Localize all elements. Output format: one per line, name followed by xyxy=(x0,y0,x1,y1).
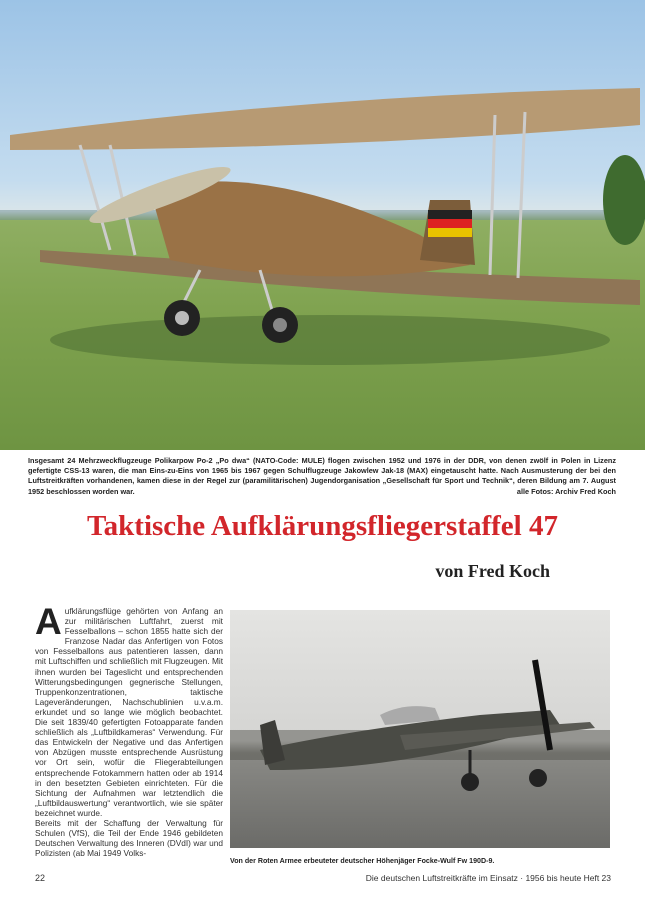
publication-footer: Die deutschen Luftstreitkräfte im Einsatz · 1956 bis heute Heft 23 xyxy=(365,873,611,883)
drop-cap: A xyxy=(35,601,62,642)
paragraph-1-text: ufklärungsflüge gehörten von Anfang an zur militärischen Luftfahrt, zuerst mit Fesselballons – schon 1855 hatte sich der Franzose Nadar das Anfertigen von Fotos von Fesselballons aus patentieren lassen, dann mit Luftschiffen und schließlich mit Flugzeugen. Mit ihnen wurden bei Tageslicht und entsprechenden Witterungsbedingungen gegnerische Stellungen, Truppenkonzentrationen, taktische Lageveränderungen, Nachschublinien u.v.a.m. erkundet und so lange wie möglich beobachtet. Die seit 1839/40 gefertigten Fotoapparate fanden schließlich als „Luftbildkameras“ Verwendung. Für das Entwickeln der Negative und das Anfertigen von Abzügen musste entsprechende Ausrüstung vor Ort sein, wofür die Fliegerabteilungen entsprechende Fotokammern hatten oder ab 1914 in den besetzten Gebieten einrichteten. Für die Sichtung der Aufnahmen war letztendlich die „Luftbildauswertung“ verantwortlich, wie sie später bezeichnet wurde. xyxy=(35,606,223,818)
page-number: 22 xyxy=(35,873,46,883)
caption-text: Insgesamt 24 Mehrzweckflugzeuge Polikarpow Po-2 „Po dwa“ (NATO-Code: MULE) flogen zwischen 1952 und 1976 in der DDR, von denen zwölf in Polen in Lizenz gefertigte CSS-13 waren, die man Eins-zu-Eins von 1965 bis 1967 gegen Schulflugzeuge Jakowlew Jak-18 (MAX) eingetauscht hatte. Nach Ausmusterung der bei den Luftstreitkräften vorhandenen, kamen diese in der Regel zur (paramilitärischen) Jugendorganisation „Gesellschaft für Sport und Technik“, deren Bildung am 7. August 1952 beschlossen worden war. xyxy=(28,456,616,496)
article-byline: von Fred Koch xyxy=(435,561,550,581)
fighter-plane-illustration xyxy=(230,610,610,848)
photo-credit: alle Fotos: Archiv Fred Koch xyxy=(516,486,616,496)
paragraph-1 xyxy=(35,601,223,818)
photo-polikarpov-po2 xyxy=(0,0,645,450)
photo-focke-wulf-fw190 xyxy=(230,610,610,848)
article-body xyxy=(35,601,223,859)
article-title: Taktische Aufklärungsfliegerstaffel 47 xyxy=(87,510,558,542)
paragraph-2: Bereits mit der Schaffung der Verwaltung für Schulen (VfS), die Teil der Ende 1946 gebildeten Deutschen Verwaltung des Inneren (DVdI) war und Polizisten (ab Mai 1949 Volks- xyxy=(35,817,223,859)
right-photo-caption: Von der Roten Armee erbeuteter deutscher Höhenjäger Focke-Wulf Fw 190D-9. xyxy=(230,857,495,865)
biplane-illustration xyxy=(0,0,645,450)
top-photo-caption xyxy=(28,456,616,497)
